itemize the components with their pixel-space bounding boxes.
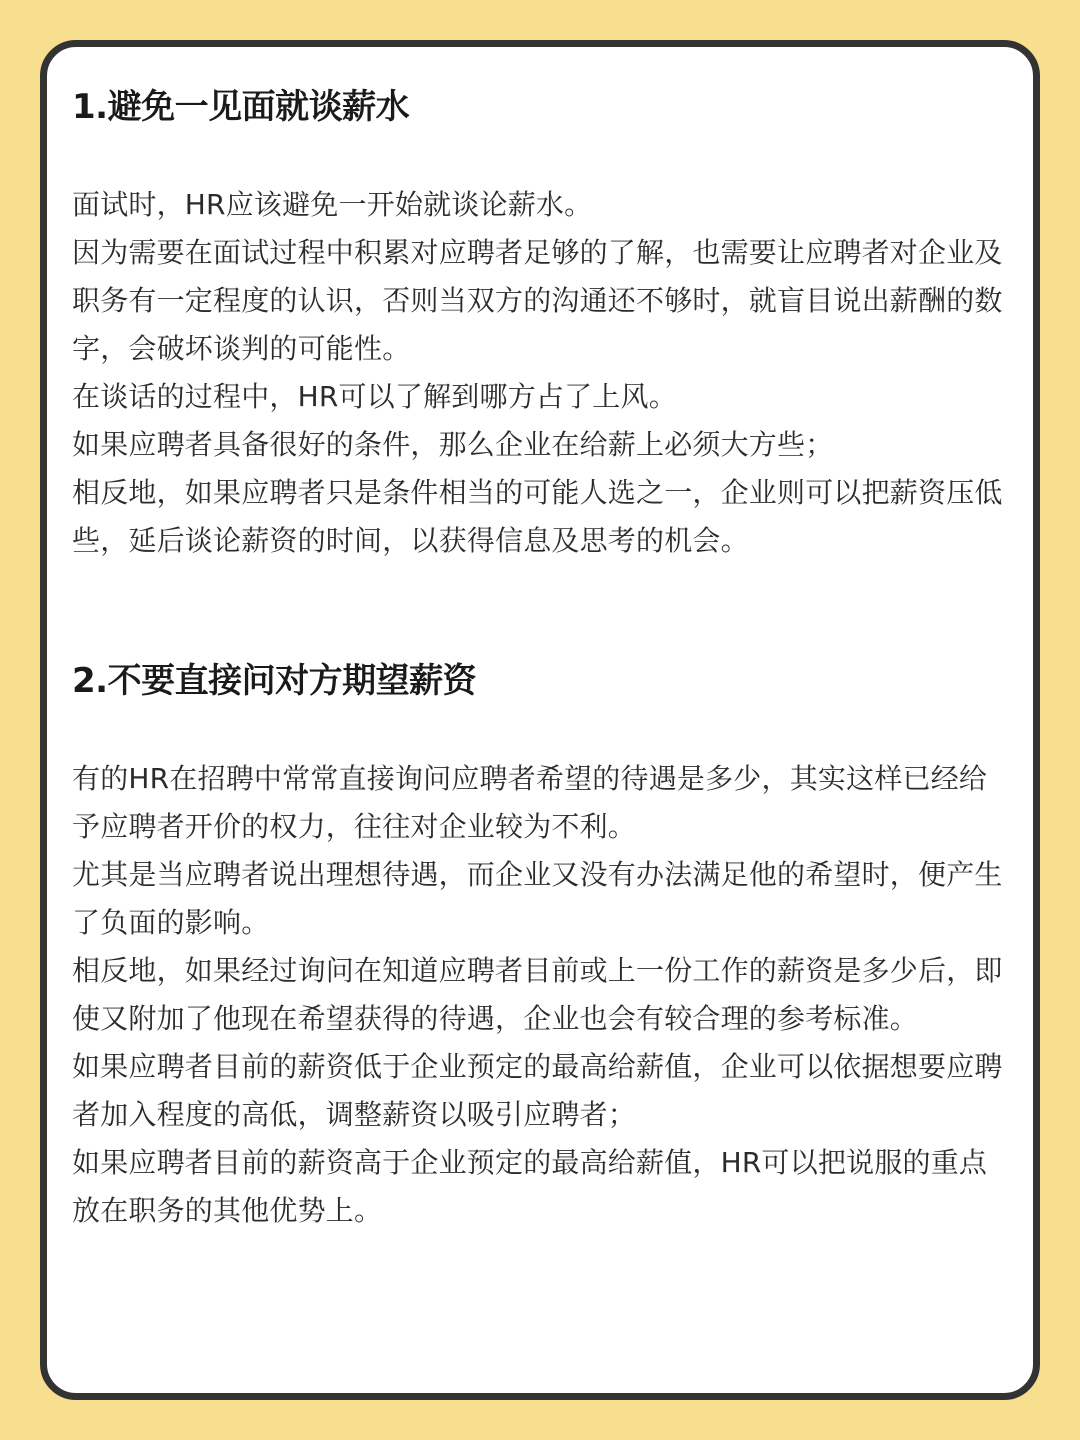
section-body — [72, 755, 1015, 1235]
paragraph: 在谈话的过程中，HR可以了解到哪方占了上风。 — [72, 380, 677, 413]
paragraph: 相反地，如果应聘者只是条件相当的可能人选之一，企业则可以把薪资压低些，延后谈论薪资的时间，以获得信息及思考的机会。 — [72, 476, 1003, 557]
paragraph: 如果应聘者目前的薪资高于企业预定的最高给薪值，HR可以把说服的重点放在职务的其他优势上。 — [72, 1146, 988, 1227]
paragraph: 相反地，如果经过询问在知道应聘者目前或上一份工作的薪资是多少后，即使又附加了他现在希望获得的待遇，企业也会有较合理的参考标准。 — [72, 954, 1003, 1035]
paragraph: 有的HR在招聘中常常直接询问应聘者希望的待遇是多少，其实这样已经给予应聘者开价的权力，往往对企业较为不利。 — [72, 762, 988, 843]
paragraph: 尤其是当应聘者说出理想待遇，而企业又没有办法满足他的希望时，便产生了负面的影响。 — [72, 858, 1003, 939]
section-title: 1.避免一见面就谈薪水 — [72, 87, 410, 127]
paragraph: 如果应聘者具备很好的条件，那么企业在给薪上必须大方些； — [72, 428, 834, 461]
section-body — [72, 181, 1015, 565]
section-avoid-salary-talk — [72, 85, 1015, 565]
section-expected-salary — [72, 659, 1015, 1235]
content-card — [40, 40, 1040, 1400]
section-title: 2.不要直接问对方期望薪资 — [72, 661, 477, 701]
paragraph: 面试时，HR应该避免一开始就谈论薪水。 — [72, 188, 593, 221]
paragraph: 如果应聘者目前的薪资低于企业预定的最高给薪值，企业可以依据想要应聘者加入程度的高低，调整薪资以吸引应聘者； — [72, 1050, 1003, 1131]
paragraph: 因为需要在面试过程中积累对应聘者足够的了解，也需要让应聘者对企业及职务有一定程度的认识，否则当双方的沟通还不够时，就盲目说出薪酬的数字，会破坏谈判的可能性。 — [72, 236, 1003, 365]
